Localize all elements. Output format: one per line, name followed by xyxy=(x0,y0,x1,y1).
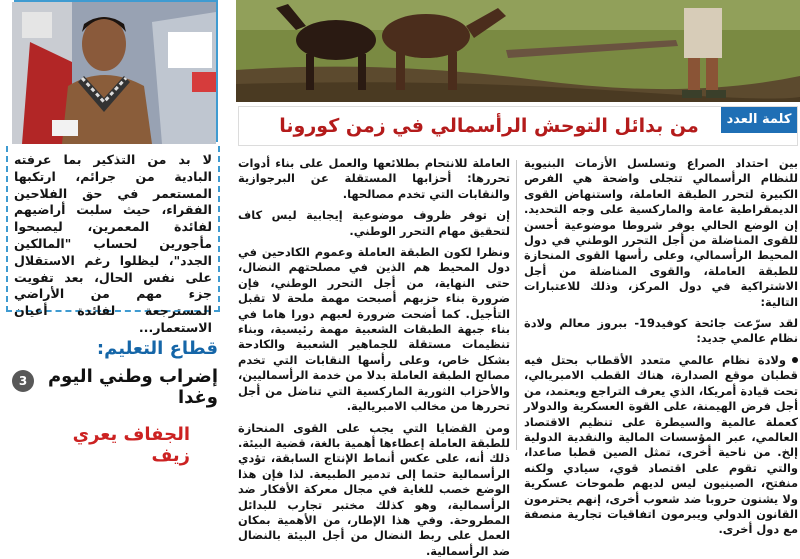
teaser-title-education[interactable]: قطاع التعليم: xyxy=(18,338,218,359)
paragraph: العاملة للانتحام بطلائعها والعمل على بناء أدوات تحررها: أحزابها المستقلة عن البرجوازية والنقابات التي تخدم مصالحها. xyxy=(238,156,510,202)
article-columns xyxy=(238,156,798,450)
teaser-title-drought[interactable]: الجفاف يعري زيف xyxy=(30,424,190,466)
bullet-paragraph xyxy=(524,353,798,538)
paragraph: ولادة نظام عالمي متعدد الأقطاب بحتل فيه قطبان موقع الصدارة، هناك القطب الامبريالي، تحت قيادة أمريكا، الذي يعرف التراجع ويعتمد، من أجل فرض الهيمنة، على القوة العسكرية والدولار كعملة عالمية والسيطرة على تنظيم الاقتصاد العالمي، عبر المؤسسات المالية والنقدية الدولية إلخ. من ناحية أخرى، تمثل الصين قطبا صاعدا، والتي تقوم على اقتصاد قوي، سيادي ولكنه منفتح، الصينيون ليس لديهم طموحات عسكرية ولا يشنون حروبا ضد شعوب أخرى، إنهم يحترمون القانون الدولي ويبرمون اتفاقيات تجارية منصفة مع دول أخرى. xyxy=(524,353,798,536)
page-number-badge: 3 xyxy=(12,370,34,392)
bullet-icon xyxy=(792,357,798,363)
plowing-horses-photo xyxy=(236,0,800,102)
left-column xyxy=(0,0,226,450)
article-headline[interactable]: من بدائل التوحش الرأسمالي في زمن كورونا xyxy=(279,115,699,137)
article-column-left xyxy=(238,156,510,450)
paragraph: ومن القضايا التي يجب على القوى المنحازة للطبقة العاملة إعطاءها أهمية بالغة، قضية البيئة. ذلك أنه، على عكس أنماط الإنتاج السابقة، تؤدي الرأسمالية حتما إلى تدمير الطبيعة. لذا فإن هذا الوضع خصب للغاية في مجال معركة الأفكار ضد الرأسمالية، وهو كذلك مختبر تجارب للبدائل المطروحة. وفي هذا الإطار، من الأهمية بمكان العمل على ربط النضال من أجل البيئة بالنضال ضد الرأسمالية. xyxy=(238,421,510,559)
editorial-article xyxy=(232,104,800,450)
teaser-article-text: لا بد من التذكير بما عرفته البادية من جرائم، ارتكبها المستعمر في حق الفلاحين الفقراء، حيث سلبت أراضيهم لفائدة المعمرين، ليصبحوا مأجورين لحساب "المالكين الجدد"، ليظلوا رغم الاستقلال على نفس الحال، بعد تفويت جزء مهم من الأراضي المسترجعة لفائدة أعيان الاستعمار... xyxy=(6,146,220,312)
paragraph: ونظرا لكون الطبقة العاملة وعموم الكادحين في دول المحيط هم الذين في مصلحتهم النضال، حتى النهاية، من أجل التحرر الوطني، فإن ضرورة بناء حزبهم أصبحت مهمة ملحة لا تقبل التأجيل. كما أضحت ضرورة لعبهم دورا هاما في بناء جبهة الطبقات الشعبية مهمة رئيسية، وبناء تنظيمات مستقلة للجماهير الشعبية والكادحة بشكل خاص، وعلى رأسها النقابات التي تخدم مصالح الطبقة العاملة بدلا من خدمة الرأسماليين، والأحزاب الثورية الماركسية التي تناضل من أجل تحررها من مخالب الامبريالية. xyxy=(238,245,510,414)
paragraph: لقد سرّعت جائحة كوفيد19- ببروز معالم ولادة نظام عالمي جديد: xyxy=(524,316,798,347)
portrait-photo xyxy=(14,0,218,142)
headline-bar xyxy=(238,106,798,146)
paragraph: إن توفر ظروف موضوعية إيجابية ليس كاف لتحقيق مهام التحرر الوطني. xyxy=(238,208,510,239)
article-column-right xyxy=(524,156,798,450)
teaser-subtitle-strike[interactable]: إضراب وطني اليوم وغدا xyxy=(38,366,218,408)
paragraph: بين احتداد الصراع وتسلسل الأزمات البنيوية للنظام الرأسمالي تتجلى واضحة هي الفرص الكبيرة لتحرر الطبقة العاملة، واستنهاض القوى الديمقراطية عامة والماركسية على وجه التحديد. إن الوضع الحالي يوفر شروطا موضوعية أحسن للقوى المناضلة من أجل التحرر الوطني في دول المحيط الرأسمالي، وعلى رأسها القوى المنحازة للطبقة العاملة، والقوى المناضلة من أجل الاشتراكية في دول المركز، وذلك للاعتبارات التالية: xyxy=(524,156,798,310)
section-tag: كلمة العدد xyxy=(721,107,797,133)
column-divider xyxy=(516,160,517,450)
